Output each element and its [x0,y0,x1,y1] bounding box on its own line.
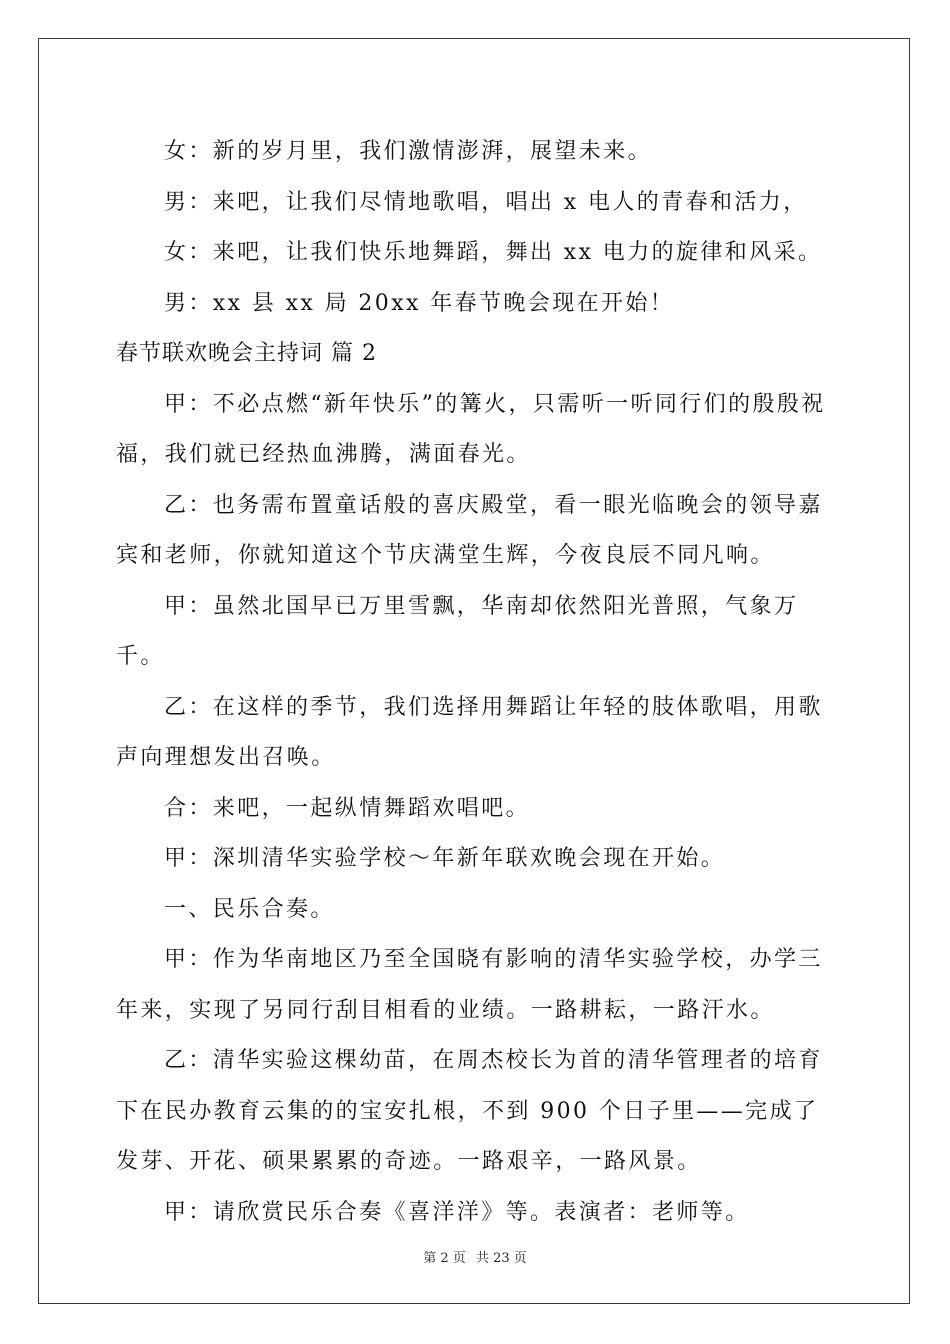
paragraph: 合：来吧，一起纵情舞蹈欢唱吧。 [164,795,531,821]
paragraph: 甲：作为华南地区乃至全国晓有影响的清华实验学校，办学三年来，实现了另同行刮目相看的业绩。一路耕耘，一路汗水。 [116,947,823,1023]
paragraph: 甲：请欣赏民乐合奏《喜洋洋》等。表演者：老师等。 [164,1199,750,1225]
paragraph: 甲：深圳清华实验学校～年新年联欢晚会现在开始。 [164,846,726,871]
paragraph: 乙：清华实验这棵幼苗，在周杰校长为首的清华管理者的培育下在民办教育云集的的宝安扎根，不到 900 个日子里——完成了发芽、开花、硕果累累的奇迹。一路艰辛，一路风景。 [116,1048,823,1174]
section-heading: 春节联欢晚会主持词 篇 2 [116,341,377,366]
page-footer [0,1247,950,1266]
paragraph: 男：xx 县 xx 局 20xx 年春节晚会现在开始！ [164,290,675,316]
page-number: 第 2 页 [423,1251,466,1266]
paragraph: 乙：也务需布置童话般的喜庆殿堂，看一眼光临晚会的领导嘉宾和老师，你就知道这个节庆满堂生辉，今夜良辰不同凡响。 [116,492,823,568]
paragraph: 女：新的岁月里，我们激情澎湃，展望未来。 [164,139,653,164]
paragraph: 一、民乐合奏。 [164,896,335,922]
paragraph: 甲：虽然北国早已万里雪飘，华南却依然阳光普照，气象万千。 [116,593,799,669]
paragraph: 甲：不必点燃“新年快乐”的篝火，只需听一听同行们的殷殷祝福，我们就已经热血沸腾，满面春光。 [116,391,826,467]
paragraph: 乙：在这样的季节，我们选择用舞蹈让年轻的肢体歌唱，用歌声向理想发出召唤。 [116,694,823,770]
paragraph: 男：来吧，让我们尽情地歌唱，唱出 x 电人的青春和活力， [164,189,808,215]
page-total: 共 23 页 [475,1251,527,1266]
paragraph: 女：来吧，让我们快乐地舞蹈，舞出 xx 电力的旋律和风采。 [164,240,823,265]
document-body [116,127,834,1238]
